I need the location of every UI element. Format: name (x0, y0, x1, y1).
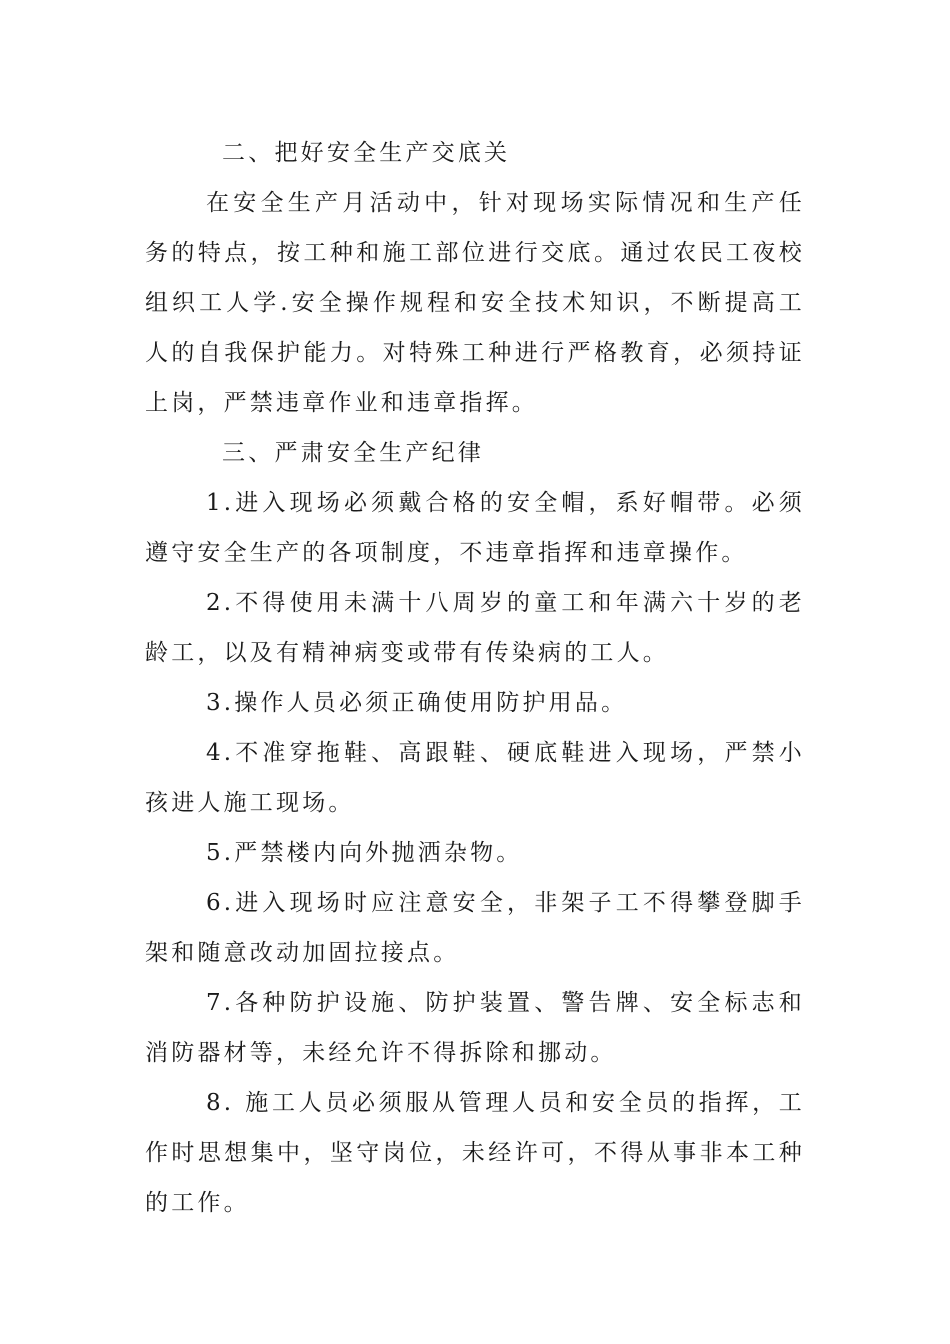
paragraph-briefing: 在安全生产月活动中，针对现场实际情况和生产任务的特点，按工种和施工部位进行交底。通过农民工夜校组织工人学.安全操作规程和安全技术知识，不断提高工人的自我保护能力。对特殊工种进行严格教育，必须持证上岗，严禁违章作业和违章指挥。 (145, 190, 805, 416)
document-body (145, 128, 805, 1228)
rule-item-5: 5.严禁楼内向外抛洒杂物。 (205, 840, 523, 866)
rule-item-3: 3.操作人员必须正确使用防护用品。 (205, 690, 628, 716)
rule-item-1: 1.进入现场必须戴合格的安全帽，系好帽带。必须遵守安全生产的各项制度，不违章指挥和违章操作。 (145, 490, 805, 566)
rule-item-4: 4.不准穿拖鞋、高跟鞋、硬底鞋进入现场，严禁小孩进人施工现场。 (145, 740, 805, 816)
rule-item-7: 7.各种防护设施、防护装置、警告牌、安全标志和消防器材等，未经允许不得拆除和挪动。 (145, 990, 805, 1066)
rule-item-2: 2.不得使用未满十八周岁的童工和年满六十岁的老龄工，以及有精神病变或带有传染病的工人。 (145, 590, 805, 666)
rule-item-8: 8. 施工人员必须服从管理人员和安全员的指挥，工作时思想集中，坚守岗位，未经许可，不得从事非本工种的工作。 (145, 1090, 805, 1216)
section-heading-2: 二、把好安全生产交底关 (222, 140, 511, 166)
section-heading-3: 三、严肃安全生产纪律 (222, 440, 485, 466)
rule-item-6: 6.进入现场时应注意安全，非架子工不得攀登脚手架和随意改动加固拉接点。 (145, 890, 805, 966)
